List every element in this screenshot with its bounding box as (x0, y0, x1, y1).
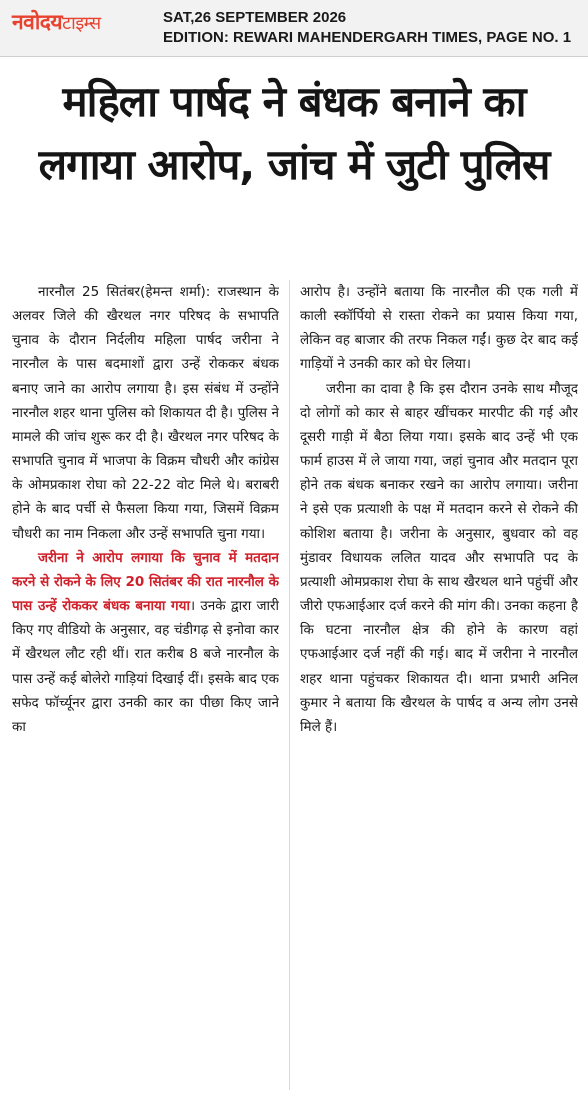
article-paragraph: आरोप है। उन्होंने बताया कि नारनौल की एक गली में काली स्कॉर्पियो से रास्ता रोकने का प्रयास किया गया, लेकिन वह बाजार की तरफ निकल गईं। कुछ देर बाद कई गाड़ियों ने उनकी कार को घेर लिया। (300, 284, 578, 373)
edition-info (163, 8, 588, 48)
highlighted-quote: जरीना ने आरोप लगाया कि चुनाव में मतदान करने से रोकने के लिए 20 सितंबर की रात नारनौल के पास उन्हें रोककर बंधक बनाया गया (12, 549, 279, 615)
masthead (0, 0, 588, 57)
newspaper-logo (12, 8, 101, 36)
article-paragraph: नारनौल 25 सितंबर(हेमन्त शर्मा): राजस्थान के अलवर जिले की खैरथल नगर परिषद के सभापति चुनाव के दौरान निर्दलीय महिला पार्षद जरीना ने नारनौल के पास बदमाशों द्वारा उन्हें रोककर बंधक बनाए जाने का आरोप लगाया है। इस संबंध में उन्होंने नारनौल शहर थाना पुलिस को शिकायत दी है। पुलिस ने मामले की जांच शुरू कर दी है। खैरथल नगर परिषद के सभापति चुनाव में भाजपा के विक्रम चौधरी और कांग्रेस के ओमप्रकाश रोघा को 22-22 वोट मिले थे। बराबरी होने के बाद पर्ची से फैसला किया गया, जिसमें विक्रम चौधरी का नाम निकला और उन्हें सभापति चुना गया। (12, 284, 279, 542)
article-paragraph: जरीना का दावा है कि इस दौरान उनके साथ मौजूद दो लोगों को कार से बाहर खींचकर मारपीट की गई और दूसरी गाड़ी में बैठा लिया गया। इसके बाद उन्हें भी एक फार्म हाउस में ले जाया गया, जहां चुनाव और मतदान पूरा होने तक बंधक बनाकर रखने का आरोप लगाया। जरीना ने इसे एक प्रत्याशी के पक्ष में मतदान करने से रोकने की कोशिश बताया है। जरीना के अनुसार, बुधवार को वह मुंडावर विधायक ललित यादव और सभापति पद के प्रत्याशी ओमप्रकाश रोघा के साथ खैरथल थाने पहुंचीं और जीरो एफआईआर दर्ज करने की मांग की। उनका कहना है कि घटना नारनौल क्षेत्र की होने के कारण वहां एफआईआर दर्ज नहीं की गई। बाद में जरीना ने नारनौल शहर थाना पहुंचकर शिकायत दी। थाना प्रभारी अनिल कुमार ने बताया कि खैरथल के पार्षद व अन्य लोग उनसे मिले हैं। (300, 380, 578, 735)
publication-date: SAT,26 SEPTEMBER 2026 (163, 9, 347, 26)
logo-main-text: नवोदय (12, 10, 63, 34)
edition-line: EDITION: REWARI MAHENDERGARH TIMES, PAGE NO. 1 (163, 29, 572, 46)
article-text: । उनके द्वारा जारी किए गए वीडियो के अनुसार, वह चंडीगढ़ से इनोवा कार में खैरथल लौट रही थीं। रात करीब 8 बजे नारनौल के पास उन्हें कई बोलेरो गाड़ियां दिखाई दीं। इसके बाद एक सफेद फॉर्च्यूनर द्वारा उनकी कार का पीछा किए जाने का (12, 598, 279, 735)
article-paragraph (12, 546, 279, 739)
article-column-right (300, 280, 578, 1103)
logo-sub-text: टाइम्स (62, 13, 101, 34)
article-headline: महिला पार्षद ने बंधक बनाने का लगाया आरोप, जांच में जुटी पुलिस (38, 77, 550, 189)
article-column-left (12, 280, 279, 1103)
column-divider (289, 280, 290, 1090)
